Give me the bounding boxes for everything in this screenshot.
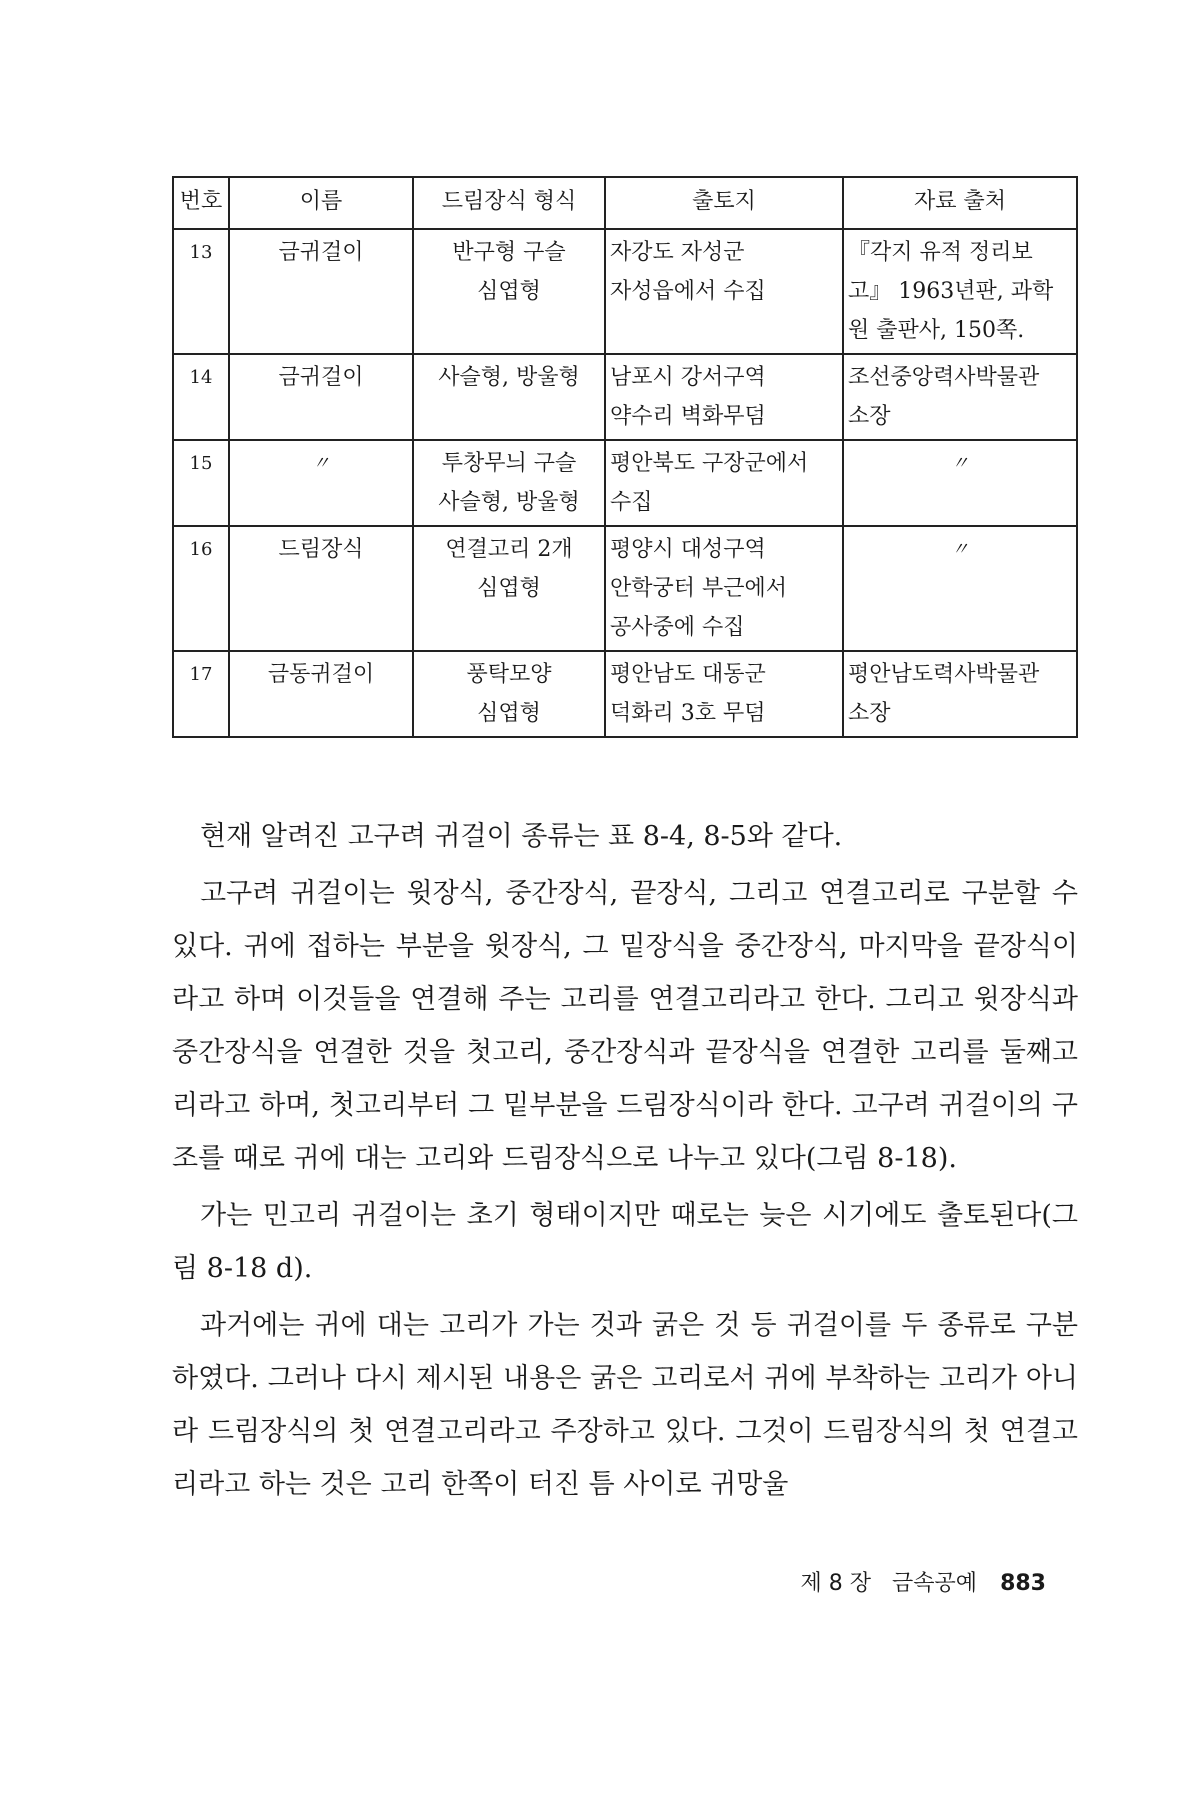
row-site: 평양시 대성구역 안학궁터 부근에서 공사중에 수집 (605, 526, 843, 651)
paragraph: 가는 민고리 귀걸이는 초기 형태이지만 때로는 늦은 시기에도 출토된다(그림 8-18 d). (172, 1200, 1078, 1284)
row-form: 연결고리 2개 심엽형 (413, 526, 605, 651)
artifact-table (172, 176, 1078, 738)
row-name: 금귀걸이 (229, 229, 413, 354)
row-form: 사슬형, 방울형 (413, 354, 605, 440)
chapter-title: 금속공예 (892, 1571, 978, 1596)
row-source: 〃 (843, 440, 1077, 526)
row-number: 15 (173, 440, 229, 526)
header-form: 드림장식 형식 (413, 177, 605, 229)
table-row (173, 440, 1077, 526)
row-number: 14 (173, 354, 229, 440)
paragraph: 고구려 귀걸이는 윗장식, 중간장식, 끝장식, 그리고 연결고리로 구분할 수 있다. 귀에 접하는 부분을 윗장식, 그 밑장식을 중간장식, 마지막을 끝장식이라고 하며 이것들을 연결해 주는 고리를 연결고리라고 한다. 그리고 윗장식과 중간장식을 연결한 것을 첫고리, 중간장식과 끝장식을 연결한 고리를 둘째고리라고 하며, 첫고리부터 그 밑부분을 드림장식이라 한다. 고구려 귀걸이의 구조를 때로 귀에 대는 고리와 드림장식으로 나누고 있다(그림 8-18). (172, 878, 1078, 1174)
row-site: 평안남도 대동군 덕화리 3호 무덤 (605, 651, 843, 737)
row-name: 드림장식 (229, 526, 413, 651)
row-source: 평안남도력사박물관 소장 (843, 651, 1077, 737)
row-site: 자강도 자성군 자성읍에서 수집 (605, 229, 843, 354)
page-footer (801, 1566, 1046, 1597)
row-form: 풍탁모양 심엽형 (413, 651, 605, 737)
header-number: 번호 (173, 177, 229, 229)
body-text (172, 810, 1078, 1511)
row-form: 반구형 구슬 심엽형 (413, 229, 605, 354)
paragraph: 과거에는 귀에 대는 고리가 가는 것과 굵은 것 등 귀걸이를 두 종류로 구분하였다. 그러나 다시 제시된 내용은 굵은 고리로서 귀에 부착하는 고리가 아니라 드림장식의 첫 연결고리라고 주장하고 있다. 그것이 드림장식의 첫 연결고리라고 하는 것은 고리 한쪽이 터진 틈 사이로 귀망울 (172, 1310, 1078, 1500)
row-site: 남포시 강서구역 약수리 벽화무덤 (605, 354, 843, 440)
row-form: 투창무늬 구슬 사슬형, 방울형 (413, 440, 605, 526)
table-row (173, 229, 1077, 354)
header-site: 출토지 (605, 177, 843, 229)
row-source: 〃 (843, 526, 1077, 651)
header-source: 자료 출처 (843, 177, 1077, 229)
header-name: 이름 (229, 177, 413, 229)
row-source: 『각지 유적 정리보 고』 1963년판, 과학 원 출판사, 150쪽. (843, 229, 1077, 354)
row-site: 평안북도 구장군에서 수집 (605, 440, 843, 526)
row-number: 13 (173, 229, 229, 354)
row-name: 〃 (229, 440, 413, 526)
paragraph: 현재 알려진 고구려 귀걸이 종류는 표 8-4, 8-5와 같다. (200, 821, 843, 852)
row-number: 17 (173, 651, 229, 737)
table-row (173, 651, 1077, 737)
table-row (173, 354, 1077, 440)
row-name: 금동귀걸이 (229, 651, 413, 737)
chapter-label: 제 8 장 (800, 1571, 872, 1596)
row-number: 16 (173, 526, 229, 651)
table-header-row (173, 177, 1077, 229)
page-number: 883 (1000, 1571, 1046, 1596)
row-name: 금귀걸이 (229, 354, 413, 440)
table-row (173, 526, 1077, 651)
row-source: 조선중앙력사박물관 소장 (843, 354, 1077, 440)
